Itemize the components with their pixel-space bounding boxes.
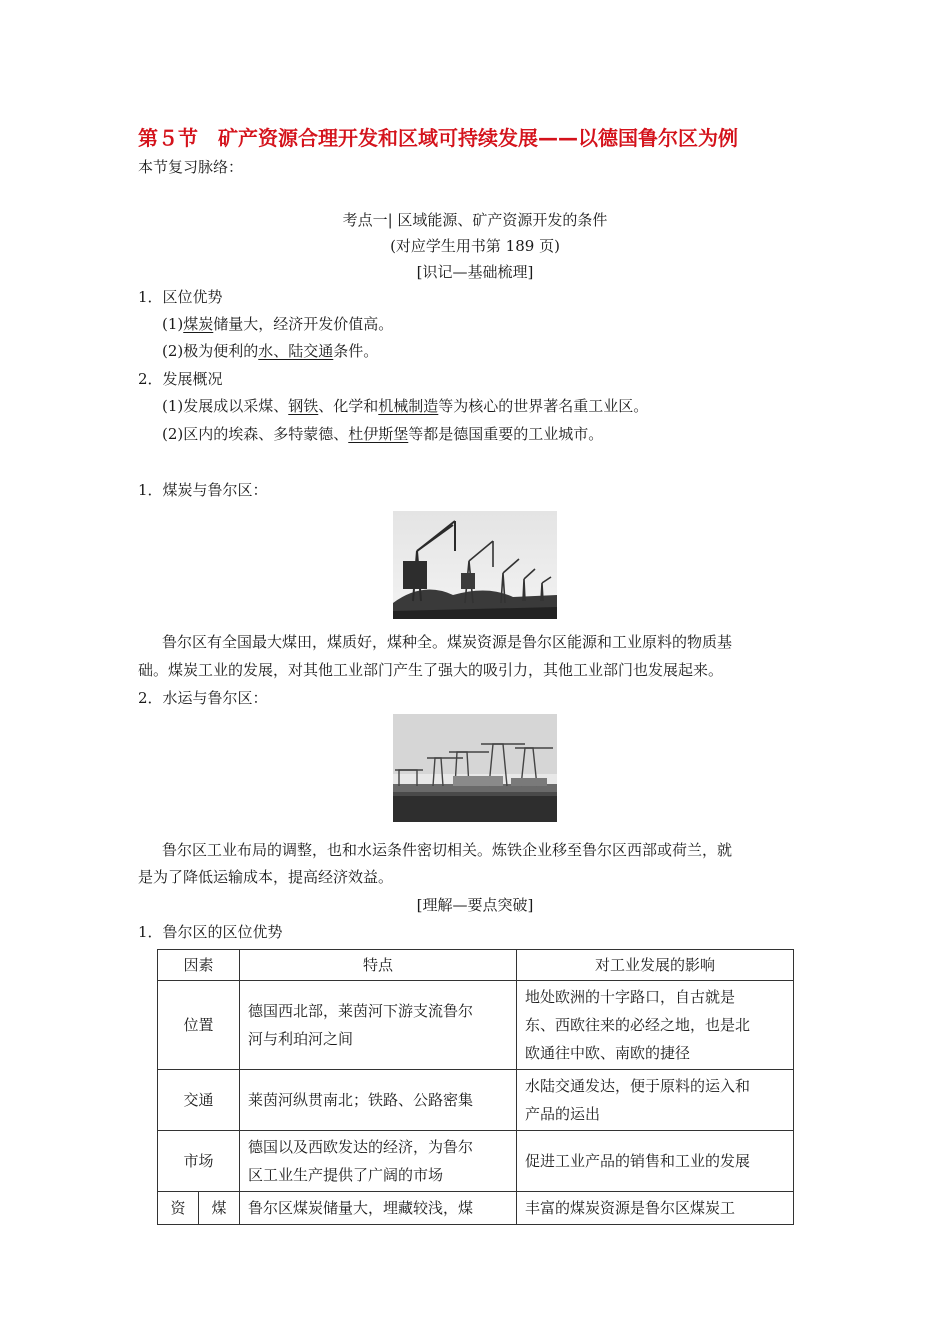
heading-location-advantage: 1．区位优势 (138, 288, 223, 306)
heading-water: 2．水运与鲁尔区： (138, 689, 268, 707)
heading-coal: 1．煤炭与鲁尔区： (138, 481, 268, 499)
table-row (158, 1070, 794, 1131)
factor-cell: 资 (158, 1192, 199, 1225)
impact-cell: 地处欧洲的十字路口，自古就是 东、西欧往来的必经之地，也是北 欧通往中欧、南欧的捷径 (517, 981, 794, 1070)
blank-answer: 煤炭 (183, 315, 214, 333)
table-row (158, 1192, 794, 1225)
factor-cell: 位置 (158, 981, 240, 1070)
basics-line: (2)极为便利的水、陆交通条件。 (162, 342, 379, 360)
impact-cell: 促进工业产品的销售和工业的发展 (517, 1131, 794, 1192)
impact-cell: 水陆交通发达，便于原料的运入和 产品的运出 (517, 1070, 794, 1131)
blank-answer: 钢铁 (288, 397, 319, 415)
part-label-key-points: [理解—要点突破] (416, 896, 534, 914)
water-paragraph-line: 鲁尔区工业布局的调整，也和水运条件密切相关。炼铁企业移至鲁尔区西部或荷兰，就 (162, 841, 733, 859)
table-header-row (158, 950, 794, 981)
blank-answer: 杜伊斯堡 (348, 425, 409, 443)
factor-cell: 市场 (158, 1131, 240, 1192)
factor-cell: 交通 (158, 1070, 240, 1131)
coal-paragraph-line: 础。煤炭工业的发展，对其他工业部门产生了强大的吸引力，其他工业部门也发展起来。 (138, 661, 724, 679)
heading-development: 2．发展概况 (138, 370, 223, 388)
review-intro: 本节复习脉络： (138, 158, 244, 176)
basics-line: (2)区内的埃森、多特蒙德、杜伊斯堡等都是德国重要的工业城市。 (162, 425, 604, 443)
blank-answer: 机械制造 (378, 397, 439, 415)
kaodian-heading: 考点一| 区域能源、矿产资源开发的条件 (342, 211, 608, 229)
table-header-cell: 对工业发展的影响 (517, 950, 794, 981)
feature-cell: 德国以及西欧发达的经济，为鲁尔 区工业生产提供了广阔的市场 (240, 1131, 517, 1192)
page-title: 第５节 矿产资源合理开发和区域可持续发展——以德国鲁尔区为例 (138, 126, 738, 150)
impact-cell: 丰富的煤炭资源是鲁尔区煤炭工 (517, 1192, 794, 1225)
feature-cell: 鲁尔区煤炭储量大，埋藏较浅，煤 (240, 1192, 517, 1225)
feature-cell: 德国西北部，莱茵河下游支流鲁尔 河与利珀河之间 (240, 981, 517, 1070)
subfactor-cell: 煤 (199, 1192, 240, 1225)
table-row (158, 981, 794, 1070)
table-row (158, 1131, 794, 1192)
port-cranes-photo (393, 714, 557, 822)
basics-line: (1)煤炭储量大，经济开发价值高。 (162, 315, 394, 333)
feature-cell: 莱茵河纵贯南北；铁路、公路密集 (240, 1070, 517, 1131)
textbook-reference: (对应学生用书第 189 页) (390, 237, 560, 255)
coal-paragraph-line: 鲁尔区有全国最大煤田，煤质好，煤种全。煤炭资源是鲁尔区能源和工业原料的物质基 (162, 633, 733, 651)
table-heading: 1．鲁尔区的区位优势 (138, 923, 283, 941)
location-advantage-table (157, 949, 794, 1225)
coal-cranes-photo (393, 511, 557, 619)
basics-line: (1)发展成以采煤、钢铁、化学和机械制造等为核心的世界著名重工业区。 (162, 397, 649, 415)
water-paragraph-line: 是为了降低运输成本，提高经济效益。 (138, 868, 394, 886)
part-label-basics: [识记—基础梳理] (416, 263, 534, 281)
table-header-cell: 特点 (240, 950, 517, 981)
blank-answer: 水、陆交通 (258, 342, 334, 360)
table-header-cell: 因素 (158, 950, 240, 981)
